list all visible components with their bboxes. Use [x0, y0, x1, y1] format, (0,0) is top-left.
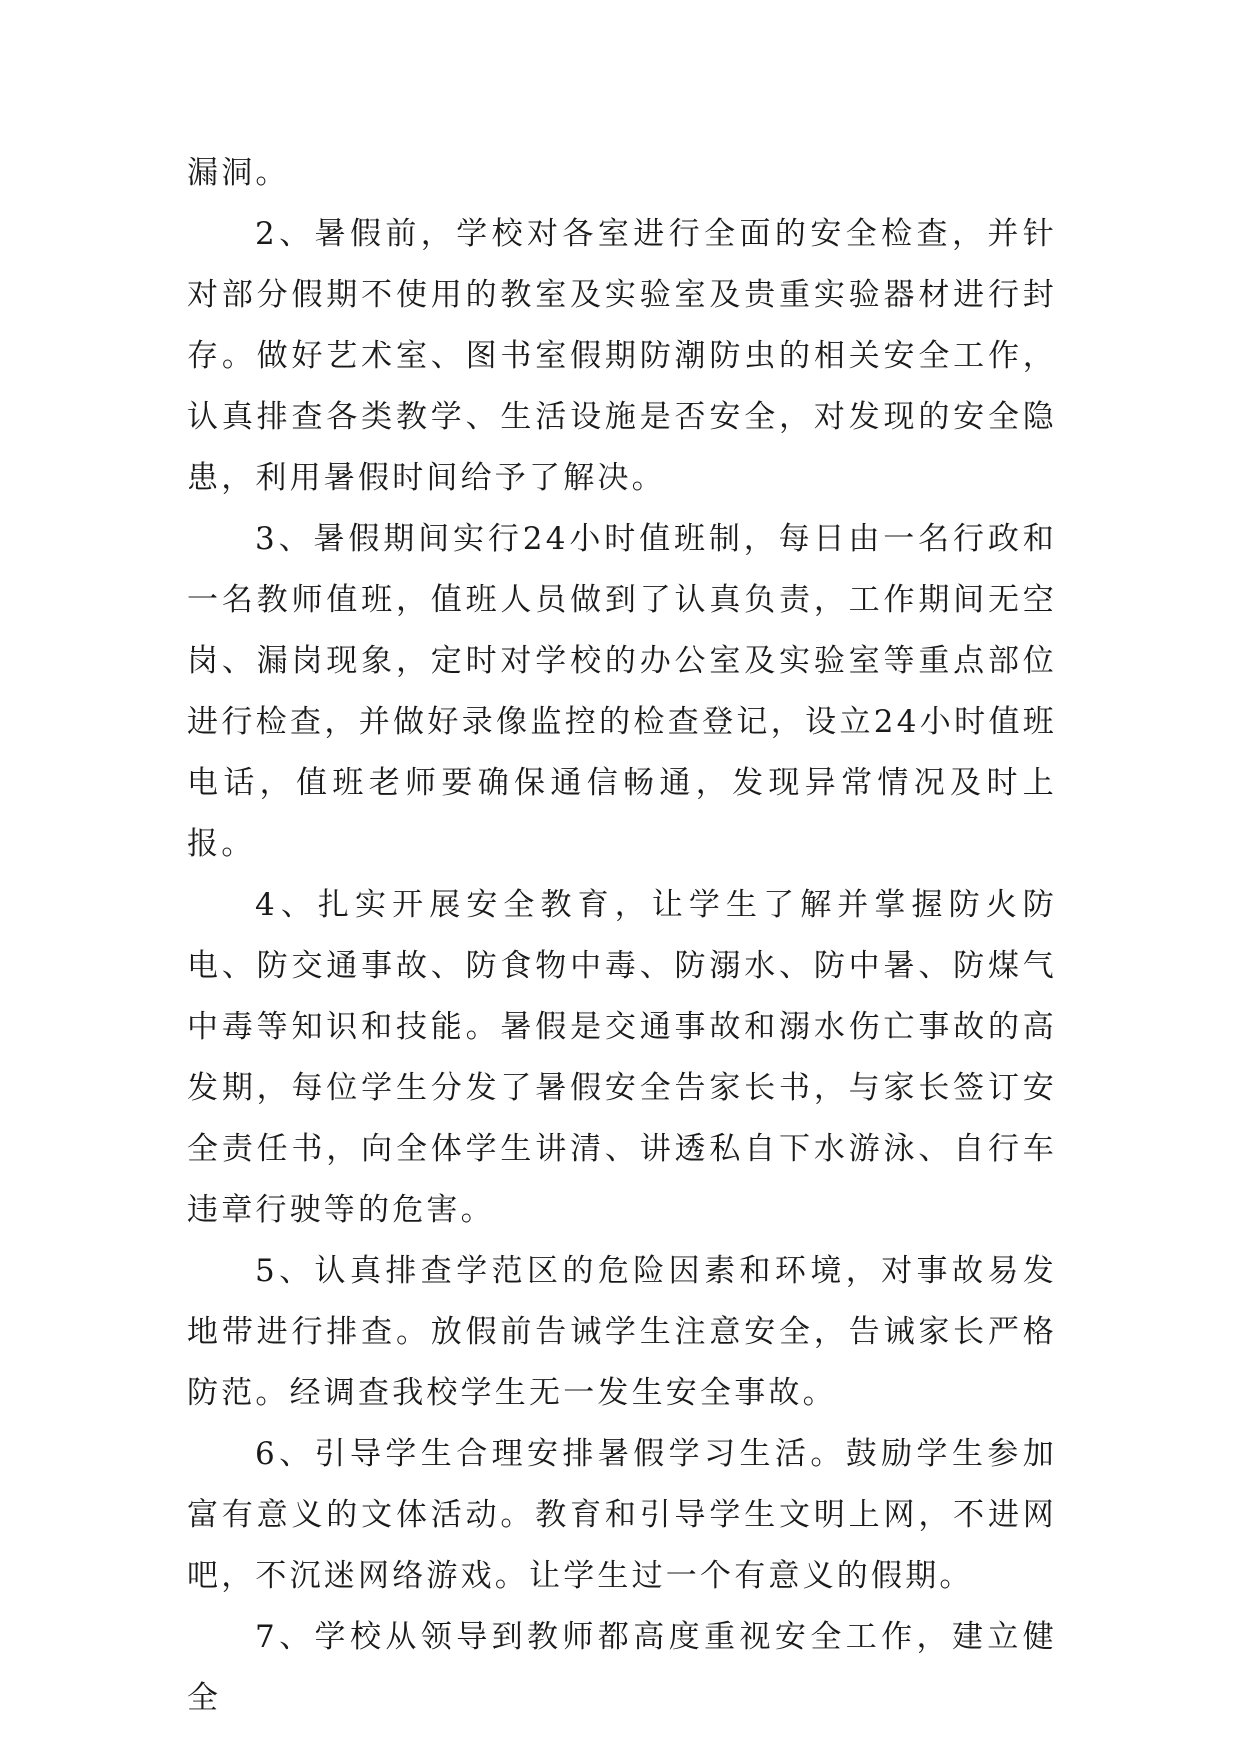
paragraph-item-3: 3、暑假期间实行24小时值班制，每日由一名行政和一名教师值班，值班人员做到了认真负责，工作期间无空岗、漏岗现象，定时对学校的办公室及实验室等重点部位进行检查，并做好录像监控的检查登记，设立24小时值班电话，值班老师要确保通信畅通，发现异常情况及时上报。: [187, 521, 1057, 862]
document-body: [187, 143, 1057, 1729]
paragraph-item-6: 6、引导学生合理安排暑假学习生活。鼓励学生参加富有意义的文体活动。教育和引导学生文明上网，不进网吧，不沉迷网络游戏。让学生过一个有意义的假期。: [187, 1436, 1057, 1594]
paragraph-item-2: 2、暑假前，学校对各室进行全面的安全检查，并针对部分假期不使用的教室及实验室及贵重实验器材进行封存。做好艺术室、图书室假期防潮防虫的相关安全工作，认真排查各类教学、生活设施是否安全，对发现的安全隐患，利用暑假时间给予了解决。: [187, 216, 1057, 496]
paragraph-continuation: 漏洞。: [187, 155, 290, 191]
paragraph-item-5: 5、认真排查学范区的危险因素和环境，对事故易发地带进行排查。放假前告诫学生注意安全，告诫家长严格防范。经调查我校学生无一发生安全事故。: [187, 1253, 1057, 1411]
paragraph-item-7: 7、学校从领导到教师都高度重视安全工作，建立健全: [187, 1619, 1057, 1716]
paragraph-item-4: 4、扎实开展安全教育，让学生了解并掌握防火防电、防交通事故、防食物中毒、防溺水、防中暑、防煤气中毒等知识和技能。暑假是交通事故和溺水伤亡事故的高发期，每位学生分发了暑假安全告家长书，与家长签订安全责任书，向全体学生讲清、讲透私自下水游泳、自行车违章行驶等的危害。: [187, 887, 1057, 1228]
